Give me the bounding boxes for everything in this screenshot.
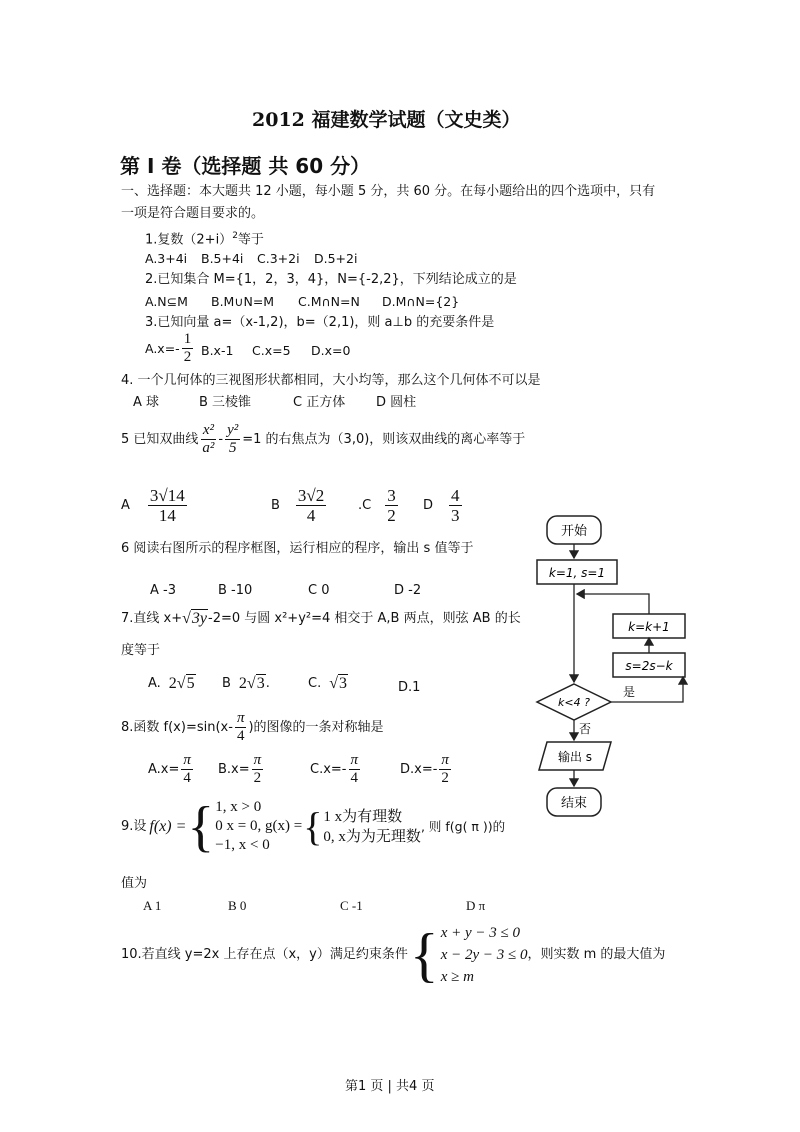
q7-b-tail: .	[265, 676, 270, 691]
q5-fraction-x	[200, 422, 216, 457]
q7-a-rad: 5	[186, 675, 195, 692]
q8-c-fraction	[349, 752, 361, 787]
q10-case-2: x − 2y − 3 ≤ 0	[440, 947, 528, 963]
q8-stem-den: 4	[236, 728, 245, 744]
q8-a-label: A.x=	[148, 761, 180, 777]
q9-f-case-1: 1, x > 0	[215, 799, 262, 815]
q9-f-case-3: −1, x < 0	[215, 837, 270, 853]
q6-option-a: A -3	[150, 583, 176, 598]
q9-g-brace: {	[303, 803, 323, 849]
q8-option-d	[400, 752, 453, 787]
q2-option-b: B.M∪N=M	[211, 294, 275, 309]
q7-a-coef: 2	[168, 675, 177, 692]
flowchart	[525, 510, 705, 825]
q5-b-fraction	[296, 486, 326, 525]
q6-stem: 6 阅读右图所示的程序框图，运行相应的程序，输出 s 值等于	[121, 541, 474, 556]
q4-option-a: A 球	[133, 395, 160, 410]
flow-update-s-text: s=2s−k	[625, 659, 673, 673]
q8-d-label: D.x=-	[400, 761, 438, 777]
q8-stem-b: )的图像的一条对称轴是	[248, 719, 384, 735]
intro-line-2: 一项是符合题目要求的。	[121, 206, 265, 221]
q2-stem: 2.已知集合 M={1，2，3，4}，N={-2,2}，下列结论成立的是	[145, 272, 517, 287]
q10-stem	[121, 922, 665, 988]
flow-decision-text: k<4 ?	[558, 696, 590, 709]
q4-option-b: B 三棱锥	[199, 395, 252, 410]
q7-option-c	[308, 676, 348, 692]
q1-option-d: D.5+2i	[314, 251, 358, 266]
q1-option-b: B.5+4i	[201, 251, 244, 266]
q9-g-case-2: 0, x为为无理数	[323, 828, 421, 845]
q7-option-d: D.1	[398, 680, 421, 695]
q5-f1-den: a²	[202, 440, 215, 456]
q10-cases	[441, 922, 528, 988]
q8-stem	[121, 710, 384, 745]
q7-stem-a: 7.直线 x+	[121, 611, 183, 626]
q8-b-fraction	[252, 752, 264, 787]
q5-option-d	[423, 486, 464, 525]
q9-option-b: B 0	[228, 898, 247, 913]
q4-stem: 4. 一个几何体的三视图形状都相同，大小均等，那么这个几何体不可以是	[121, 373, 541, 388]
q5-a-num: 3√14	[149, 486, 185, 505]
q3-option-a	[145, 331, 195, 366]
q3-option-a-fraction	[182, 331, 194, 366]
q7-stem-c: 度等于	[121, 643, 161, 658]
q5-fraction-y	[225, 422, 240, 457]
q8-stem-num: π	[236, 710, 245, 726]
q8-b-num: π	[253, 752, 262, 768]
q7-a-label: A.	[148, 676, 161, 691]
q5-f2-num: y²	[227, 422, 239, 438]
q3-stem: 3.已知向量 a=（x-1,2)，b=（2,1)，则 a⊥b 的充要条件是	[145, 315, 495, 330]
q5-a-label: A	[121, 497, 130, 513]
q8-option-a	[148, 752, 195, 787]
q8-stem-fraction	[235, 710, 247, 745]
q7-a-value: 2√5	[168, 675, 195, 692]
q1-stem	[145, 228, 264, 248]
q1-stem-text: 1.复数（2+i）	[145, 232, 233, 248]
q8-d-num: π	[441, 752, 449, 768]
q8-c-den: 4	[350, 770, 358, 786]
q1-option-a: A.3+4i	[145, 251, 188, 266]
q10-stem-a: 10.若直线 y=2x 上存在点（x，y）满足约束条件	[121, 947, 408, 962]
page-footer: 第1 页 | 共4 页	[345, 1079, 435, 1094]
q8-c-num: π	[350, 752, 359, 768]
q5-c-label: .C	[358, 497, 372, 513]
q5-f2-den: 5	[228, 440, 237, 456]
q9-g-cases	[323, 807, 421, 847]
q8-b-den: 2	[253, 770, 262, 786]
page-title: 2012 福建数学试题（文史类）	[252, 109, 521, 131]
q3-option-c: C.x=5	[252, 343, 291, 358]
q5-c-fraction	[385, 486, 398, 525]
q7-b-label: B	[222, 676, 231, 691]
q5-a-fraction	[148, 486, 187, 525]
q10-case-3: x ≥ m	[440, 969, 474, 985]
q10-stem-b: ，则实数 m 的最大值为	[527, 947, 666, 962]
flow-arrow-loop-back	[577, 594, 649, 614]
q4-option-d: D 圆柱	[376, 395, 417, 410]
q5-b-label: B	[271, 497, 280, 513]
flow-arrow-yes	[611, 677, 683, 702]
q8-stem-a: 8.函数 f(x)=sin(x-	[121, 719, 233, 735]
q9-stem	[121, 795, 506, 858]
q8-b-label: B.x=	[218, 761, 250, 777]
q6-option-c: C 0	[308, 583, 330, 598]
q3-option-d: D.x=0	[311, 343, 351, 358]
q9-g-case-1: 1 x为有理数	[323, 808, 403, 825]
q8-a-fraction	[181, 752, 193, 787]
q6-option-d: D -2	[394, 583, 422, 598]
q1-tail: 等于	[237, 232, 264, 248]
q1-sup: 2	[232, 231, 238, 241]
flow-yes-label: 是	[623, 685, 636, 699]
q7-option-a	[148, 676, 196, 692]
q8-a-num: π	[183, 752, 191, 768]
q5-option-a	[121, 486, 189, 525]
q5-c-num: 3	[387, 486, 396, 505]
q9-tail: , 则 f(g( π ))的	[420, 818, 506, 834]
flow-init-text: k=1, s=1	[548, 566, 606, 580]
q9-option-c: C -1	[340, 898, 363, 913]
q7-b-coef: 2	[238, 675, 247, 692]
q3-a-den: 2	[183, 349, 192, 365]
q1-option-c: C.3+2i	[257, 251, 300, 266]
q8-option-b	[218, 752, 265, 787]
q6-option-b: B -10	[218, 583, 253, 598]
q7-stem	[121, 611, 521, 627]
q7-c-label: C.	[308, 676, 322, 691]
section-heading: 第 I 卷（选择题 共 60 分）	[120, 154, 371, 178]
q9-option-a: A 1	[143, 898, 162, 913]
q8-c-label: C.x=-	[310, 761, 347, 777]
q5-d-den: 3	[451, 506, 460, 525]
q7-c-rad: 3	[339, 675, 347, 692]
q9-line-2: 值为	[121, 876, 148, 891]
q5-suffix: =1 的右焦点为（3,0)，则该双曲线的离心率等于	[242, 431, 526, 447]
q5-prefix: 5 已知双曲线	[121, 431, 199, 447]
intro-line-1: 一、选择题：本大题共 12 小题，每小题 5 分，共 60 分。在每小题给出的四个选项中，只有	[121, 184, 656, 199]
q2-option-d: D.M∩N={2}	[382, 294, 460, 309]
q3-a-num: 1	[183, 331, 192, 347]
q7-stem-b: -2=0 与圆 x²+y²=4 相交于 A,B 两点，则弦 AB 的长	[208, 611, 521, 626]
q9-f-case-2: 0 x = 0, g(x) =	[215, 818, 303, 834]
q3-option-a-label: A.x=-	[145, 340, 180, 356]
q9-f-brace: {	[187, 795, 215, 858]
q2-option-c: C.M∩N=N	[298, 294, 360, 309]
q5-b-num: 3√2	[297, 486, 325, 505]
q5-c-den: 2	[387, 506, 396, 525]
q5-stem	[121, 422, 525, 457]
flow-no-label: 否	[579, 722, 592, 736]
q3-option-b: B.x-1	[201, 343, 234, 358]
q5-d-fraction	[449, 486, 462, 525]
q7-radicand: 3y	[191, 610, 208, 627]
q5-d-label: D	[423, 497, 434, 513]
q5-d-num: 4	[451, 486, 460, 505]
q10-case-1: x + y − 3 ≤ 0	[440, 925, 520, 941]
q5-a-den: 14	[158, 506, 176, 525]
q7-b-rad: 3	[256, 675, 265, 692]
flow-update-k-text: k=k+1	[628, 620, 670, 634]
q5-minus: -	[218, 431, 224, 447]
q8-a-den: 4	[183, 770, 191, 786]
q9-fx: f(x) =	[149, 817, 187, 835]
flow-start-text: 开始	[560, 524, 588, 539]
q7-b-value: 2√3	[238, 675, 265, 692]
q2-option-a: A.N⊆M	[145, 294, 188, 309]
q10-brace: {	[409, 922, 439, 988]
q8-d-den: 2	[441, 770, 449, 786]
q4-option-c: C 正方体	[293, 395, 346, 410]
q7-option-b	[222, 676, 270, 692]
flow-output-text: 输出 s	[557, 750, 593, 764]
q5-b-den: 4	[306, 506, 316, 525]
q9-prefix: 9.设	[121, 818, 147, 834]
flow-end-text: 结束	[560, 796, 588, 811]
q7-c-value: √3	[329, 675, 347, 692]
q5-option-b	[271, 486, 328, 525]
q8-option-c	[310, 752, 362, 787]
q5-f1-num: x²	[202, 422, 214, 438]
q8-d-fraction	[439, 752, 451, 787]
q5-option-c	[358, 486, 400, 525]
q9-f-cases	[215, 798, 302, 855]
q7-radical: √3y	[182, 610, 208, 627]
q9-option-d: D π	[466, 898, 486, 913]
